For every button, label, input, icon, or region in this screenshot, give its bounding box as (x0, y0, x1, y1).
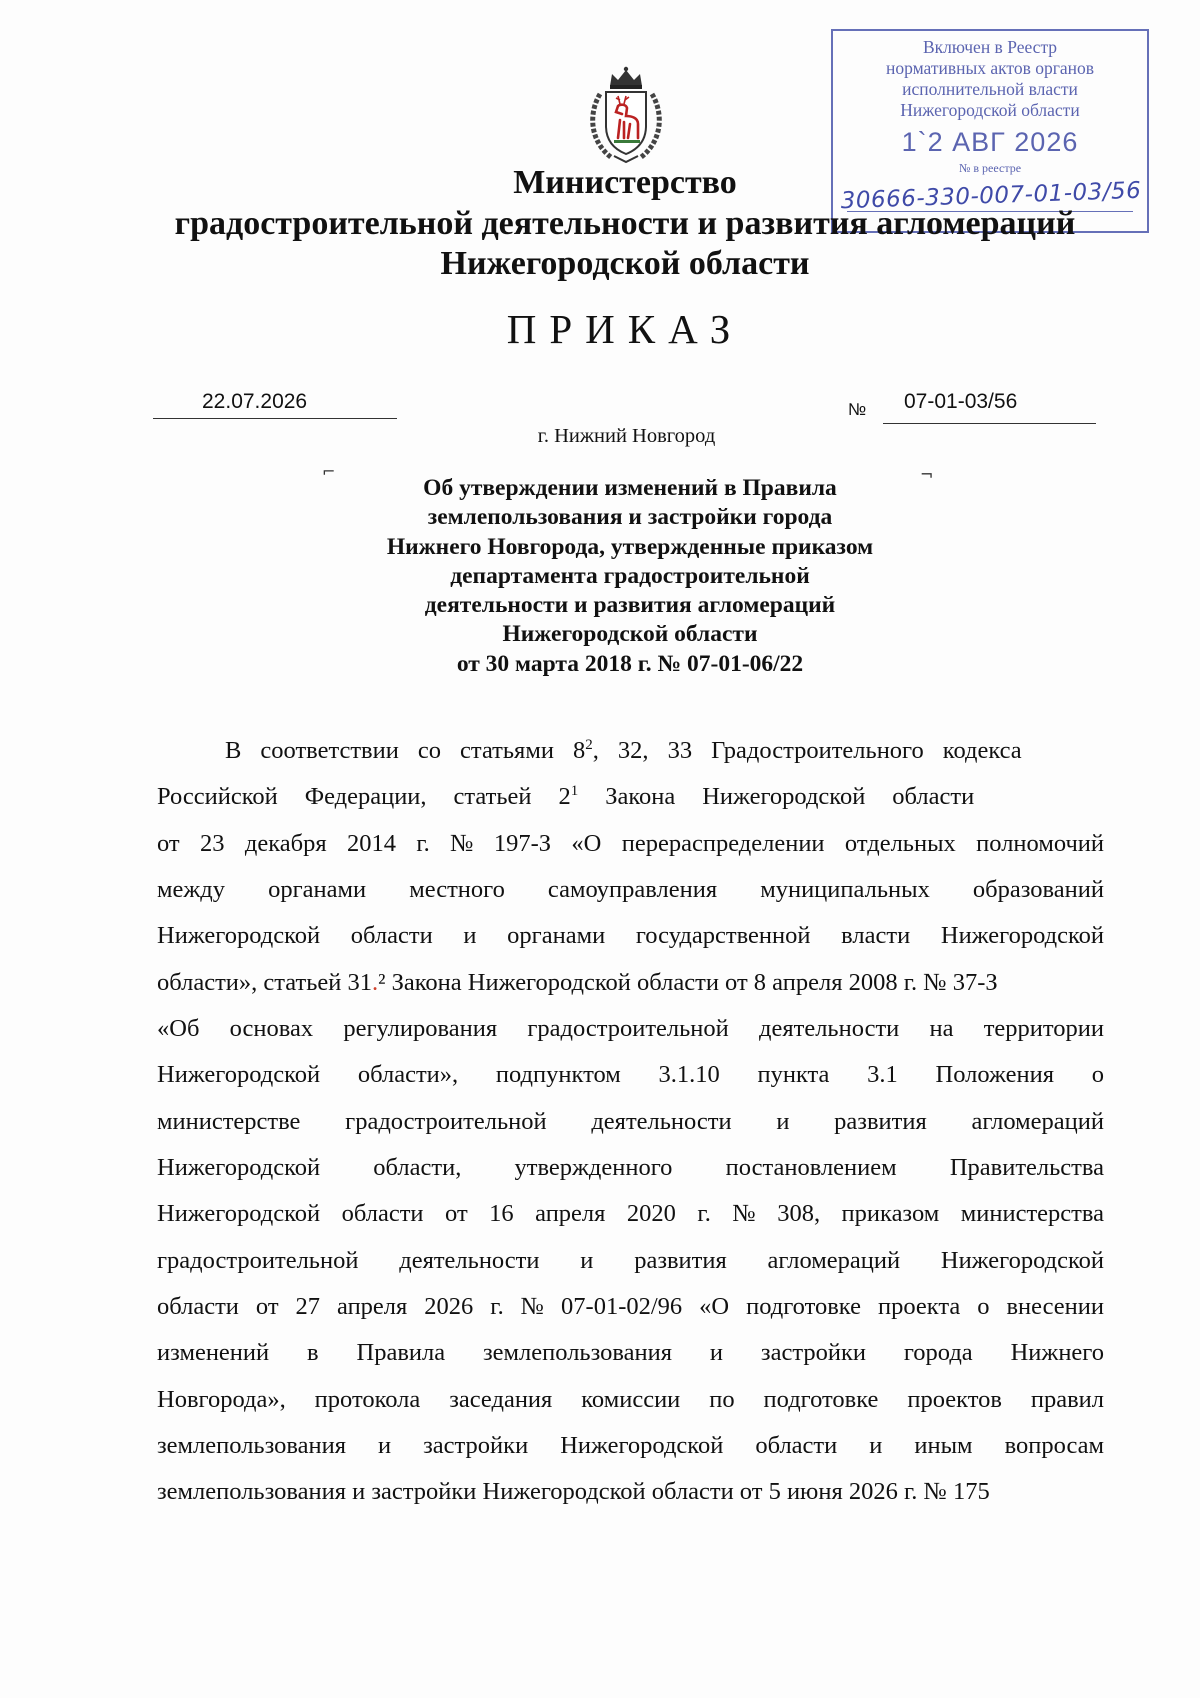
subject-line: Нижнего Новгорода, утвержденные приказом (386, 533, 874, 560)
registry-stamp (831, 29, 1149, 233)
superscript: 2 (585, 736, 593, 753)
body-text: Российской Федерации, статьей 2 (157, 783, 571, 810)
corner-bracket-left-icon: ⌐ (322, 462, 336, 481)
body-line-6 (157, 969, 1104, 997)
body-line-16: землепользования и застройки Нижегородской области и иным вопросам (157, 1432, 1104, 1459)
body-line-1 (225, 737, 1104, 765)
region-name: Нижегородской области (440, 245, 810, 282)
body-line-8: Нижегородской области», подпунктом 3.1.10 пункта 3.1 Положения о (157, 1061, 1104, 1088)
subject-line: деятельности и развития агломераций (424, 592, 836, 619)
body-line-3: от 23 декабря 2014 г. № 197-З «О перераспределении отдельных полномочий (157, 830, 1104, 857)
document-number: 07-01-03/56 (904, 390, 1018, 413)
body-text: ² Закона Нижегородской области от 8 апреля 2008 г. № 37-З (378, 969, 998, 996)
body-line-12: градостроительной деятельности и развития агломераций Нижегородской (157, 1247, 1104, 1274)
superscript: 1 (570, 782, 579, 799)
stamp-line-1: Включен в Реестр (922, 37, 1058, 57)
nizhny-novgorod-coat-of-arms-icon (580, 64, 672, 164)
stamp-registry-number: 30666-330-007-01-03/56 (840, 177, 1142, 215)
red-dot-mark: . (372, 969, 379, 996)
body-line-17: землепользования и застройки Нижегородской области от 5 июня 2026 г. № 175 (157, 1478, 990, 1505)
date-underline (153, 418, 397, 419)
body-line-14: изменений в Правила землепользования и застройки города Нижнего (157, 1339, 1104, 1366)
body-text: Закона Нижегородской области (578, 783, 975, 810)
body-line-11: Нижегородской области от 16 апреля 2020 г. № 308, приказом министерства (157, 1200, 1104, 1227)
subject-line: департамента градостроительной (450, 562, 810, 589)
subject-line: от 30 марта 2018 г. № 07-01-06/22 (456, 650, 804, 677)
ministry-title: Министерство (513, 164, 737, 201)
number-sign: № (848, 400, 867, 419)
document-subject (250, 474, 1010, 679)
subject-line: Нижегородской области (502, 621, 758, 648)
stamp-date: 1`2 АВГ 2026 (901, 127, 1079, 157)
stamp-line-3: исполнительной власти (902, 79, 1078, 99)
body-text: области», статьей 31 (157, 969, 373, 996)
body-text: В соответствии со статьями 8 (225, 737, 586, 764)
subject-line: землепользования и застройки города (427, 504, 833, 531)
body-line-9: министерстве градостроительной деятельности и развития агломераций (157, 1108, 1104, 1135)
document-date: 22.07.2026 (202, 390, 308, 413)
corner-bracket-right-icon: ¬ (920, 465, 934, 484)
number-underline (883, 423, 1096, 424)
body-text: , 32, 33 Градостроительного кодекса (592, 737, 1022, 764)
document-type: ПРИКАЗ (506, 306, 744, 352)
stamp-line-2: нормативных актов органов (885, 58, 1095, 78)
body-line-5: Нижегородской области и органами государственной власти Нижегородской (157, 922, 1104, 949)
ministry-name: градостроительной деятельности и развития агломераций (174, 205, 1076, 242)
stamp-registry-label: № в реестре (958, 161, 1022, 175)
stamp-line-4: Нижегородской области (900, 100, 1080, 120)
body-line-10: Нижегородской области, утвержденного постановлением Правительства (157, 1154, 1104, 1181)
subject-line: Об утверждении изменений в Правила (423, 475, 837, 501)
city: г. Нижний Новгород (537, 425, 716, 447)
body-line-2 (157, 783, 1104, 811)
body-line-15: Новгорода», протокола заседания комиссии по подготовке проектов правил (157, 1386, 1104, 1413)
body-line-7: «Об основах регулирования градостроительной деятельности на территории (157, 1015, 1104, 1042)
body-line-4: между органами местного самоуправления муниципальных образований (157, 876, 1104, 903)
body-line-13: области от 27 апреля 2026 г. № 07-01-02/96 «О подготовке проекта о внесении (157, 1293, 1104, 1320)
